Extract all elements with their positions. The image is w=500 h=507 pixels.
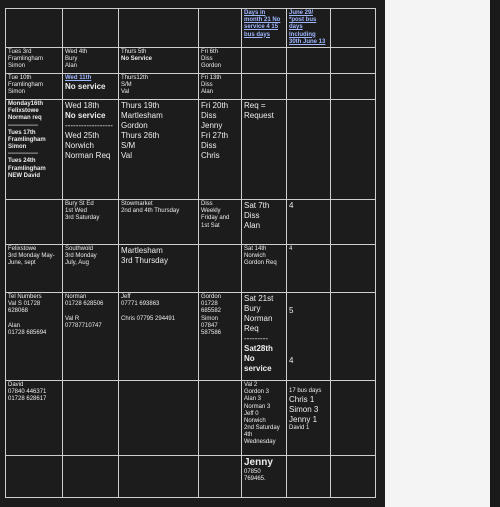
table-row [6, 73, 376, 99]
cell-text: 2nd and 4th Thursday [121, 208, 180, 215]
cell-text: No service [65, 110, 106, 120]
cell-text: Diss Weekly Friday and 1st Sat [201, 200, 230, 229]
cell-text: Thurs 26th S/M Val [121, 130, 160, 160]
cell-text: Tues 3rd Framlingham Simon [8, 48, 44, 70]
cell-text: Felixstowe 3rd Monday May-June, sept [8, 245, 55, 267]
table-cell [6, 9, 63, 48]
table-cell [119, 73, 199, 99]
table-cell [199, 99, 242, 199]
table-cell [242, 380, 287, 455]
table-cell [199, 380, 242, 455]
cell-text: No Service [121, 56, 153, 63]
page-margin [385, 0, 500, 507]
cell-text: David 1 [289, 425, 310, 432]
table-cell [199, 47, 242, 73]
table-cell [6, 199, 63, 244]
table-cell [199, 73, 242, 99]
table-cell [331, 47, 376, 73]
table-cell [287, 99, 331, 199]
cell-text: Wed 4th Bury Alan [65, 48, 88, 70]
cell-text: 4 [289, 200, 294, 210]
table-row [6, 9, 376, 48]
cell-text: Sat 7th Diss Alan [244, 200, 270, 230]
table-cell [287, 455, 331, 497]
cell-text: Southwold 3rd Monday July, Aug [65, 245, 97, 267]
days-note: Days in month 21 No service 4 15 bus days [244, 10, 281, 38]
table-cell [331, 380, 376, 455]
table-cell [6, 73, 63, 99]
table-cell [63, 199, 119, 244]
table-cell [119, 199, 199, 244]
table-cell [331, 455, 376, 497]
table-cell [6, 292, 63, 380]
table-cell [6, 99, 63, 199]
table-cell [199, 292, 242, 380]
table-cell [287, 380, 331, 455]
cell-text: David 07840 446371 01728 628617 [8, 381, 47, 403]
table-cell [119, 47, 199, 73]
table-cell [287, 244, 331, 292]
cell-text: Val 2 Gordon 3 Alan 3 Norman 3 Jeff 0 Norwich 2nd Saturday 4th Wednesday [244, 381, 280, 446]
table-cell [63, 47, 119, 73]
cell-text: 4 [289, 245, 293, 252]
table-cell [242, 244, 287, 292]
table-row [6, 455, 376, 497]
table-row [6, 244, 376, 292]
table-cell [6, 244, 63, 292]
table-cell [119, 244, 199, 292]
table-cell [242, 199, 287, 244]
table-cell [199, 455, 242, 497]
cell-text: Monday16th Felixstowe Norman req --------------- Tues 17th Framlingham Simon --------------- Tues 24th Framlingham NEW David [8, 100, 46, 179]
table-cell [6, 380, 63, 455]
table-cell [331, 9, 376, 48]
cell-text: 07850 769465. [244, 468, 266, 483]
table-cell [242, 47, 287, 73]
table-cell [119, 9, 199, 48]
cell-text: Fri 20th Diss Jenny Fri 27th Diss Chris [201, 100, 229, 160]
table-cell [331, 99, 376, 199]
table-cell [63, 455, 119, 497]
cell-text: Chris 1 Simon 3 Jenny 1 [289, 395, 319, 425]
table-cell [6, 455, 63, 497]
cell-text: Bury St Ed 1st Wed 3rd Saturday [65, 200, 100, 222]
cell-text: ------------------ Wed 25th Norwich Norman Req [65, 120, 113, 160]
rota-table [5, 8, 376, 498]
cell-text: Tel Numbers Val S 01728 628068 Alan 01728 685694 [8, 293, 47, 336]
table-cell [119, 292, 199, 380]
table-cell [287, 47, 331, 73]
cell-text: No service [65, 82, 106, 92]
table-cell [242, 9, 287, 48]
cell-text: Wed 11th [65, 74, 92, 81]
table-cell [119, 380, 199, 455]
cell-text: Tue 10th Framlingham Simon [8, 74, 44, 96]
cell-text: Thurs12th S/M Val [121, 74, 149, 96]
table-cell [199, 199, 242, 244]
table-cell [119, 455, 199, 497]
cell-text: Wed 18th [65, 100, 100, 110]
cell-text: Stowmarket [121, 200, 153, 207]
table-cell [199, 9, 242, 48]
table-cell [199, 244, 242, 292]
cell-text: Jenny [244, 456, 273, 468]
cell-text: Fri 13th Diss Alan [201, 74, 222, 96]
table-row [6, 380, 376, 455]
cell-text: Martlesham 3rd Thursday [121, 245, 168, 265]
cell-text: Thurs 19th Martlesham Gordon [121, 100, 163, 130]
table-cell [242, 99, 287, 199]
table-row [6, 47, 376, 73]
cell-text: 5 [289, 305, 294, 315]
table-cell [331, 73, 376, 99]
vertical-scrollbar[interactable] [490, 0, 500, 507]
cell-text: Req = Request [244, 100, 274, 120]
cell-text: 4 [289, 355, 294, 365]
table-cell [63, 292, 119, 380]
table-cell [242, 455, 287, 497]
cell-text: Sat 21st Bury Norman Req --------- [244, 293, 274, 343]
table-cell [287, 73, 331, 99]
table-cell [63, 380, 119, 455]
cell-text: Thurs 5th [121, 48, 147, 55]
cell-text: 17 bus days [289, 387, 322, 394]
cell-text: Sat 14th Norwich Gordon Req [244, 245, 277, 267]
june-note: June 29/ *post bus days Including 30th June 13 [289, 10, 326, 45]
cell-text: Norman 01728 628506 Val R 07787710747 [65, 293, 104, 329]
table-cell [331, 292, 376, 380]
table-row [6, 292, 376, 380]
cell-text: Fri 6th Diss Gordon [201, 48, 222, 70]
table-cell [287, 199, 331, 244]
cell-text: Jeff 07771 693863 Chris 07795 294491 [121, 293, 176, 322]
table-cell [331, 244, 376, 292]
cell-text: Gordon 01728 685582 Simon 07847 587586 [201, 293, 222, 336]
table-cell [242, 73, 287, 99]
cell-text: Sat28th No service [244, 343, 273, 373]
table-cell [63, 244, 119, 292]
table-cell [242, 292, 287, 380]
table-cell [6, 47, 63, 73]
table-cell [63, 73, 119, 99]
table-cell [63, 9, 119, 48]
table-cell [331, 199, 376, 244]
table-cell [287, 9, 331, 48]
table-cell [63, 99, 119, 199]
table-row [6, 99, 376, 199]
table-cell [287, 292, 331, 380]
table-cell [119, 99, 199, 199]
table-row [6, 199, 376, 244]
